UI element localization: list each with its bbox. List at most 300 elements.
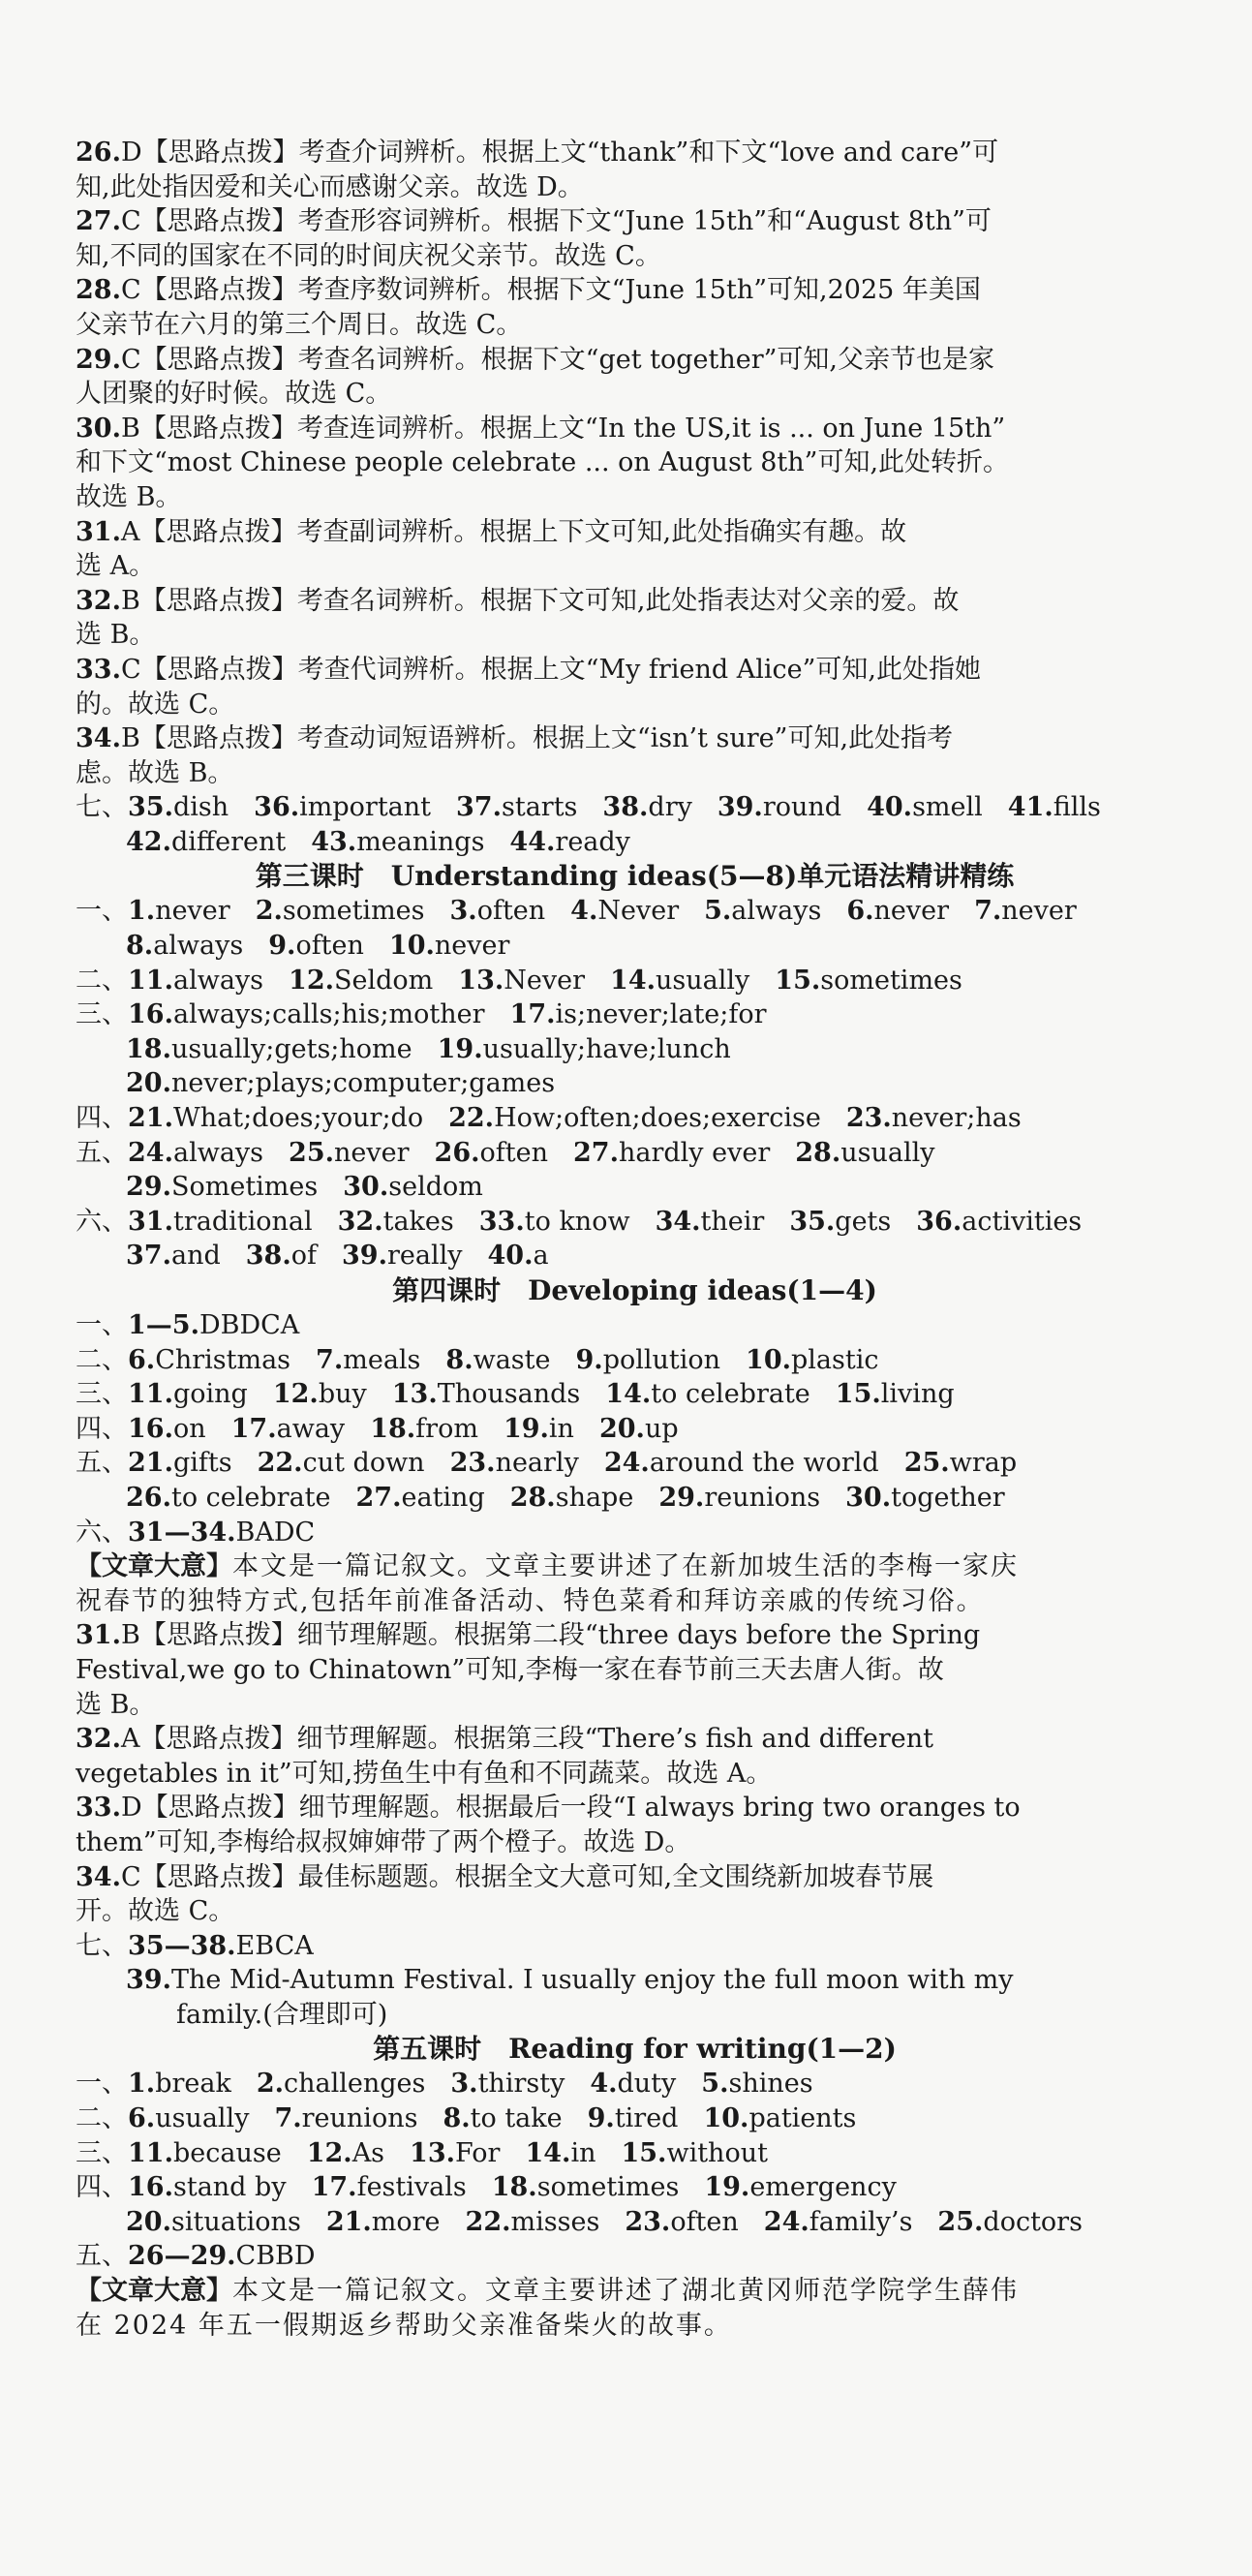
question-number: 10. xyxy=(703,2103,749,2134)
question-number: 28. xyxy=(76,275,121,306)
question-number: 37. xyxy=(456,792,502,823)
question-number: 39. xyxy=(126,1965,171,1996)
answer-text: never;plays;computer;games xyxy=(170,1068,556,1099)
answer-item xyxy=(231,1414,346,1444)
answer-item xyxy=(246,1241,317,1271)
analysis-text: A【思路点拨】考查副词辨析。根据上下文可知,此处指确实有趣。故 xyxy=(120,516,907,547)
lesson4-row xyxy=(76,1377,1194,1412)
answer-text: waste xyxy=(473,1344,551,1375)
answer-text: pollution xyxy=(602,1344,721,1375)
q39-cont xyxy=(76,1998,1194,2033)
answer-text: to celebrate xyxy=(170,1482,331,1513)
lesson3-row xyxy=(76,929,1194,964)
lesson4-row xyxy=(76,1446,1194,1481)
question-number: 18. xyxy=(370,1413,416,1444)
sec6-cont xyxy=(76,308,1194,343)
answer-text: family’s xyxy=(809,2206,913,2237)
answer-text: hardly ever xyxy=(618,1137,771,1168)
question-number: 2. xyxy=(256,2069,285,2100)
answer-text: never xyxy=(1001,896,1077,927)
answer-item xyxy=(450,1448,579,1478)
analysis-text: vegetables in it”可知,捞鱼生中有鱼和不同蔬菜。故选 A。 xyxy=(76,1758,773,1789)
answer-text: always xyxy=(172,965,264,996)
analysis-text: 开。故选 C。 xyxy=(76,1896,235,1927)
question-number: 15. xyxy=(835,1379,881,1410)
question-number: 6. xyxy=(846,896,874,927)
answer-item xyxy=(126,827,286,857)
analysis-text: 选 A。 xyxy=(76,551,156,582)
question-number: 8. xyxy=(126,931,154,962)
question-number: 17. xyxy=(509,999,556,1030)
question-number: 43. xyxy=(311,826,357,857)
answer-item xyxy=(128,1310,299,1340)
answer-item xyxy=(438,1034,731,1064)
question-number: 44. xyxy=(509,826,556,857)
answer-text: always xyxy=(731,896,822,927)
question-number: 4. xyxy=(570,896,598,927)
answer-text: often xyxy=(295,931,364,962)
answer-item xyxy=(704,2172,896,2202)
summary-tag: 【文章大意】 xyxy=(76,1551,232,1582)
answer-text: reunions xyxy=(301,2103,418,2134)
sec6-cont xyxy=(76,377,1194,412)
answer-item xyxy=(128,1138,263,1168)
analysis-text: 知,此处指因爱和关心而感谢父亲。故选 D。 xyxy=(76,171,584,202)
question-number: 14. xyxy=(610,965,657,996)
question-number: 17. xyxy=(230,1413,277,1444)
analysis-text: B【思路点拨】考查动词短语辨析。根据上文“isn’t sure”可知,此处指考 xyxy=(120,723,954,754)
lesson4-row xyxy=(76,1343,1194,1378)
sec6-cont xyxy=(76,688,1194,722)
question-number: 31—34. xyxy=(128,1517,236,1548)
answer-text: Seldom xyxy=(334,965,434,996)
answer-item xyxy=(588,2103,679,2133)
answer-text: around the world xyxy=(649,1448,879,1479)
answer-text: always xyxy=(153,931,244,962)
answer-text: usually xyxy=(840,1137,935,1168)
question-number: 18. xyxy=(126,1033,171,1064)
answer-item xyxy=(128,792,229,822)
answer-item xyxy=(656,1207,765,1237)
answer-item xyxy=(605,1379,810,1409)
answer-item xyxy=(658,1483,820,1513)
answer-item xyxy=(128,966,263,996)
question-number: 40. xyxy=(487,1241,534,1272)
answer-item xyxy=(570,896,679,926)
section-label: 二、 xyxy=(76,2103,128,2134)
question-number: 35—38. xyxy=(128,1930,236,1961)
question-number: 41. xyxy=(1007,792,1054,823)
section-label: 二、 xyxy=(76,965,128,996)
answer-text: What;does;your;do xyxy=(172,1103,424,1134)
analysis-text: C【思路点拨】考查名词辨析。根据下文“get together”可知,父亲节也是家 xyxy=(120,344,995,375)
analysis-text: 选 B。 xyxy=(76,620,156,651)
answer-item xyxy=(492,2172,680,2202)
question-number: 24. xyxy=(603,1448,650,1479)
lesson3-row xyxy=(76,1101,1194,1136)
answer-item xyxy=(126,1068,555,1098)
answer-item xyxy=(128,1414,206,1444)
lesson3-row xyxy=(76,1239,1194,1273)
sec6-cont xyxy=(76,170,1194,205)
question-number: 25. xyxy=(937,2206,984,2237)
answer-text: important xyxy=(299,792,432,823)
lesson4-cont xyxy=(76,1825,1194,1860)
answer-item xyxy=(343,1172,483,1202)
question-number: 34. xyxy=(76,723,121,754)
question-number: 32. xyxy=(76,585,121,616)
answer-item xyxy=(456,792,577,822)
answer-text: meanings xyxy=(356,826,485,857)
question-number: 4. xyxy=(590,2069,618,2100)
question-number: 24. xyxy=(763,2206,809,2237)
question-number: 36. xyxy=(916,1206,962,1237)
question-number: 39. xyxy=(717,792,763,823)
question-number: 26. xyxy=(76,138,121,168)
answer-item xyxy=(701,2069,812,2099)
question-number: 31. xyxy=(76,516,121,547)
lesson3-row xyxy=(76,964,1194,998)
answer-item xyxy=(128,2241,316,2271)
answer-text: often xyxy=(476,896,546,927)
answer-item xyxy=(1008,792,1101,822)
answer-item xyxy=(316,1345,420,1375)
question-number: 24. xyxy=(128,1137,173,1168)
answer-text: going xyxy=(172,1379,248,1410)
answer-item xyxy=(604,1448,879,1478)
answer-text: CBBD xyxy=(235,2241,316,2272)
answer-item xyxy=(625,2207,738,2237)
answer-item xyxy=(128,1379,248,1409)
answer-text: because xyxy=(172,2137,282,2168)
lesson-title: 第四课时 Developing ideas(1—4) xyxy=(392,1274,877,1306)
summary-line xyxy=(76,1584,1194,1619)
section-label: 一、 xyxy=(76,1310,128,1340)
answer-item xyxy=(510,999,767,1029)
answer-item xyxy=(370,1414,478,1444)
sec6-line xyxy=(76,584,1194,619)
answer-text: together xyxy=(891,1482,1005,1513)
answer-text: their xyxy=(700,1206,765,1237)
answer-item xyxy=(718,792,841,822)
question-number: 26. xyxy=(434,1137,480,1168)
question-number: 13. xyxy=(458,965,504,996)
answer-text: up xyxy=(644,1413,679,1444)
answer-item xyxy=(479,1207,630,1237)
answer-text: meals xyxy=(343,1344,421,1375)
analysis-text: 知,不同的国家在不同的时间庆祝父亲节。故选 C。 xyxy=(76,240,661,271)
question-number: 19. xyxy=(437,1033,483,1064)
answer-item xyxy=(126,1241,221,1271)
answer-text: really xyxy=(386,1241,463,1272)
question-number: 11. xyxy=(128,1379,173,1410)
question-number: 7. xyxy=(274,2103,302,2134)
question-number: 33. xyxy=(76,654,121,685)
summary-text: 本文是一篇记叙文。文章主要讲述了湖北黄冈师范学院学生薛伟 xyxy=(232,2276,1019,2307)
question-number: 32. xyxy=(76,1724,121,1755)
question-number: 2. xyxy=(255,896,283,927)
section-label: 七、 xyxy=(76,1930,128,1961)
answer-item xyxy=(256,896,425,926)
answer-item xyxy=(128,1207,313,1237)
question-number: 16. xyxy=(128,2172,173,2203)
sec6-cont xyxy=(76,239,1194,274)
answer-item xyxy=(703,2103,856,2133)
sec6-line xyxy=(76,515,1194,550)
answer-text: duty xyxy=(617,2069,677,2100)
answer-text: sometimes xyxy=(820,965,962,996)
answer-text: living xyxy=(880,1379,955,1410)
answer-item xyxy=(458,966,585,996)
question-number: 8. xyxy=(445,1344,473,1375)
answer-text: As xyxy=(351,2137,385,2168)
answer-text: fills xyxy=(1053,792,1101,823)
section-label: 一、 xyxy=(76,2069,128,2100)
answer-text: patients xyxy=(748,2103,857,2134)
question-number: 38. xyxy=(245,1241,291,1272)
answer-item xyxy=(356,1483,485,1513)
question-number: 20. xyxy=(598,1413,645,1444)
question-number: 27. xyxy=(355,1482,402,1513)
answer-item xyxy=(590,2069,676,2099)
answer-text: situations xyxy=(170,2206,301,2237)
sec6-cont xyxy=(76,480,1194,515)
answer-text: of xyxy=(290,1241,317,1272)
analysis-text: B【思路点拨】考查连词辨析。根据上文“In the US,it is ... on June 15th” xyxy=(120,413,1006,444)
answer-item xyxy=(128,1103,423,1133)
section-label: 五、 xyxy=(76,2241,128,2272)
question-number: 20. xyxy=(126,2206,171,2237)
answer-item xyxy=(326,2207,441,2237)
question-number: 13. xyxy=(410,2137,456,2168)
answer-text: a xyxy=(533,1241,549,1272)
answer-text: starts xyxy=(502,792,578,823)
question-number: 25. xyxy=(903,1448,950,1479)
analysis-text: C【思路点拨】考查代词辨析。根据上文“My friend Alice”可知,此处指她 xyxy=(120,654,981,685)
lesson4-row xyxy=(76,1412,1194,1447)
question-number: 23. xyxy=(845,1103,892,1134)
analysis-text: C【思路点拨】最佳标题题。根据全文大意可知,全文围绕新加坡春节展 xyxy=(120,1861,934,1892)
question-number: 33. xyxy=(76,1793,121,1824)
lesson5-row xyxy=(76,2205,1194,2240)
answer-text: without xyxy=(666,2137,768,2168)
question-number: 21. xyxy=(128,1448,173,1479)
analysis-text: 父亲节在六月的第三个周日。故选 C。 xyxy=(76,309,523,340)
question-number: 34. xyxy=(76,1861,121,1892)
answer-item xyxy=(128,2103,249,2133)
lesson3-row xyxy=(76,894,1194,929)
answer-text: usually xyxy=(656,965,750,996)
question-number: 29. xyxy=(658,1482,705,1513)
answer-item xyxy=(128,2172,287,2202)
answer-item xyxy=(867,792,983,822)
section-label: 七、 xyxy=(76,792,128,823)
question-number: 30. xyxy=(845,1482,892,1513)
answer-text: dish xyxy=(172,792,229,823)
question-number: 15. xyxy=(621,2137,667,2168)
section-label: 三、 xyxy=(76,1379,128,1410)
question-number: 5. xyxy=(704,896,732,927)
section-label: 一、 xyxy=(76,896,128,927)
answer-text: emergency xyxy=(749,2172,897,2203)
section-label: 四、 xyxy=(76,1103,128,1134)
lesson4-cont xyxy=(76,1688,1194,1723)
question-number: 22. xyxy=(448,1103,495,1134)
question-number: 29. xyxy=(76,344,121,375)
sec6-line xyxy=(76,273,1194,308)
answer-text: misses xyxy=(510,2206,600,2237)
question-number: 9. xyxy=(587,2103,615,2134)
lesson5-row xyxy=(76,2067,1194,2101)
answer-text: challenges xyxy=(284,2069,426,2100)
answer-item xyxy=(128,1448,232,1478)
analysis-text: them”可知,李梅给叔叔婶婶带了两个橙子。故选 D。 xyxy=(76,1826,691,1857)
analysis-text: D【思路点拨】细节理解题。根据最后一段“I always bring two oranges to xyxy=(120,1793,1021,1824)
answer-item xyxy=(128,1518,315,1548)
question-number: 19. xyxy=(503,1413,549,1444)
lesson4-row xyxy=(76,1308,1194,1343)
question-number: 27. xyxy=(573,1137,619,1168)
sec6-cont xyxy=(76,445,1194,480)
answer-item xyxy=(974,896,1077,926)
answer-item xyxy=(904,1448,1017,1478)
analysis-text: D【思路点拨】考查介词辨析。根据上文“thank”和下文“love and care”可 xyxy=(120,138,999,168)
answer-item xyxy=(509,827,630,857)
question-number: 26—29. xyxy=(128,2241,236,2272)
sec7-row xyxy=(76,825,1194,860)
answer-item xyxy=(573,1138,770,1168)
answer-text: Never xyxy=(597,896,680,927)
answer-item xyxy=(273,1379,367,1409)
answer-item xyxy=(746,1345,878,1375)
answer-text: takes xyxy=(382,1206,454,1237)
answer-text: sometimes xyxy=(536,2172,680,2203)
question-number: 16. xyxy=(128,999,173,1030)
question-number: 30. xyxy=(343,1172,389,1203)
answer-text: activities xyxy=(962,1206,1083,1237)
answer-text: more xyxy=(371,2206,441,2237)
lesson5-row xyxy=(76,2170,1194,2205)
question-number: 31. xyxy=(128,1206,173,1237)
answer-item xyxy=(504,1414,574,1444)
question-number: 23. xyxy=(625,2206,671,2237)
question-number: 30. xyxy=(76,413,121,444)
answer-text: and xyxy=(170,1241,221,1272)
lesson5-row xyxy=(76,2136,1194,2171)
sec6-cont xyxy=(76,549,1194,584)
question-number: 31. xyxy=(76,1620,121,1651)
answer-text: smell xyxy=(912,792,983,823)
lesson4-row xyxy=(76,1929,1194,1964)
question-number: 28. xyxy=(795,1137,841,1168)
question-number: 35. xyxy=(789,1206,836,1237)
question-number: 3. xyxy=(449,896,477,927)
question-number: 7. xyxy=(974,896,1002,927)
answer-text: nearly xyxy=(495,1448,579,1479)
answer-text: doctors xyxy=(983,2206,1083,2237)
question-number: 18. xyxy=(491,2172,537,2203)
question-number: 32. xyxy=(337,1206,383,1237)
lesson3-row xyxy=(76,1066,1194,1101)
analysis-text: B【思路点拨】细节理解题。根据第二段“three days before the Spring xyxy=(120,1620,981,1651)
lesson4-cont xyxy=(76,1653,1194,1688)
answer-text: buy xyxy=(318,1379,367,1410)
analysis-text: 选 B。 xyxy=(76,1689,156,1720)
answer-text: in xyxy=(548,1413,574,1444)
answer-item xyxy=(128,896,230,926)
answer-text: never xyxy=(334,1137,410,1168)
answer-text: always;calls;his;mother xyxy=(172,999,485,1030)
question-number: 40. xyxy=(867,792,913,823)
question-number: 1. xyxy=(128,896,156,927)
analysis-text: C【思路点拨】考查形容词辨析。根据下文“June 15th”和“August 8th”可 xyxy=(120,206,992,237)
answer-text: reunions xyxy=(704,1482,821,1513)
lesson3-row xyxy=(76,1032,1194,1067)
question-number: 1—5. xyxy=(128,1310,199,1340)
answer-item xyxy=(410,2138,500,2168)
lesson4-line xyxy=(76,1618,1194,1653)
answer-item xyxy=(389,931,510,961)
answer-text: gifts xyxy=(172,1448,232,1479)
section-label: 五、 xyxy=(76,1137,128,1168)
summary-line xyxy=(76,1549,1194,1584)
answer-text: ready xyxy=(555,826,630,857)
question-number: 28. xyxy=(509,1482,556,1513)
answer-text: never xyxy=(155,896,230,927)
answer-text: to know xyxy=(524,1206,630,1237)
lesson4-cont xyxy=(76,1757,1194,1792)
section-label: 三、 xyxy=(76,999,128,1030)
question-number: 22. xyxy=(257,1448,303,1479)
question-number: 14. xyxy=(525,2137,571,2168)
answer-text: DBDCA xyxy=(198,1310,300,1340)
sec6-cont xyxy=(76,618,1194,653)
answer-text: thirsty xyxy=(477,2069,565,2100)
lesson4-line xyxy=(76,1860,1194,1895)
answer-text: For xyxy=(455,2137,501,2168)
lesson-title: 第三课时 Understanding ideas(5—8)单元语法精讲精练 xyxy=(255,860,1015,893)
answer-item xyxy=(257,2069,426,2099)
question-number: 5. xyxy=(701,2069,729,2100)
answer-item xyxy=(311,827,484,857)
q39-line xyxy=(76,1963,1194,1998)
summary-text: 本文是一篇记叙文。文章主要讲述了在新加坡生活的李梅一家庆 xyxy=(232,1551,1019,1582)
answer-text: gets xyxy=(835,1206,892,1237)
answer-item xyxy=(392,1379,581,1409)
answer-item xyxy=(610,966,749,996)
answer-text: How;often;does;exercise xyxy=(494,1103,821,1134)
answer-item xyxy=(466,2207,600,2237)
answer-text: on xyxy=(172,1413,206,1444)
question-number: 20. xyxy=(126,1068,171,1099)
answer-item xyxy=(488,1241,549,1271)
analysis-text: 的。故选 C。 xyxy=(76,689,235,720)
question-number: 10. xyxy=(388,931,435,962)
answer-text: to take xyxy=(470,2103,563,2134)
answer-item xyxy=(128,1345,290,1375)
question-number: 33. xyxy=(478,1206,525,1237)
question-number: 6. xyxy=(128,2103,156,2134)
answer-item xyxy=(525,2138,595,2168)
sec6-line xyxy=(76,136,1194,170)
answer-text: sometimes xyxy=(282,896,425,927)
answer-text: different xyxy=(170,826,287,857)
answer-item xyxy=(126,931,243,961)
question-number: 14. xyxy=(605,1379,652,1410)
lesson4-line xyxy=(76,1791,1194,1825)
question-number: 11. xyxy=(128,965,173,996)
lesson5-row xyxy=(76,2101,1194,2136)
